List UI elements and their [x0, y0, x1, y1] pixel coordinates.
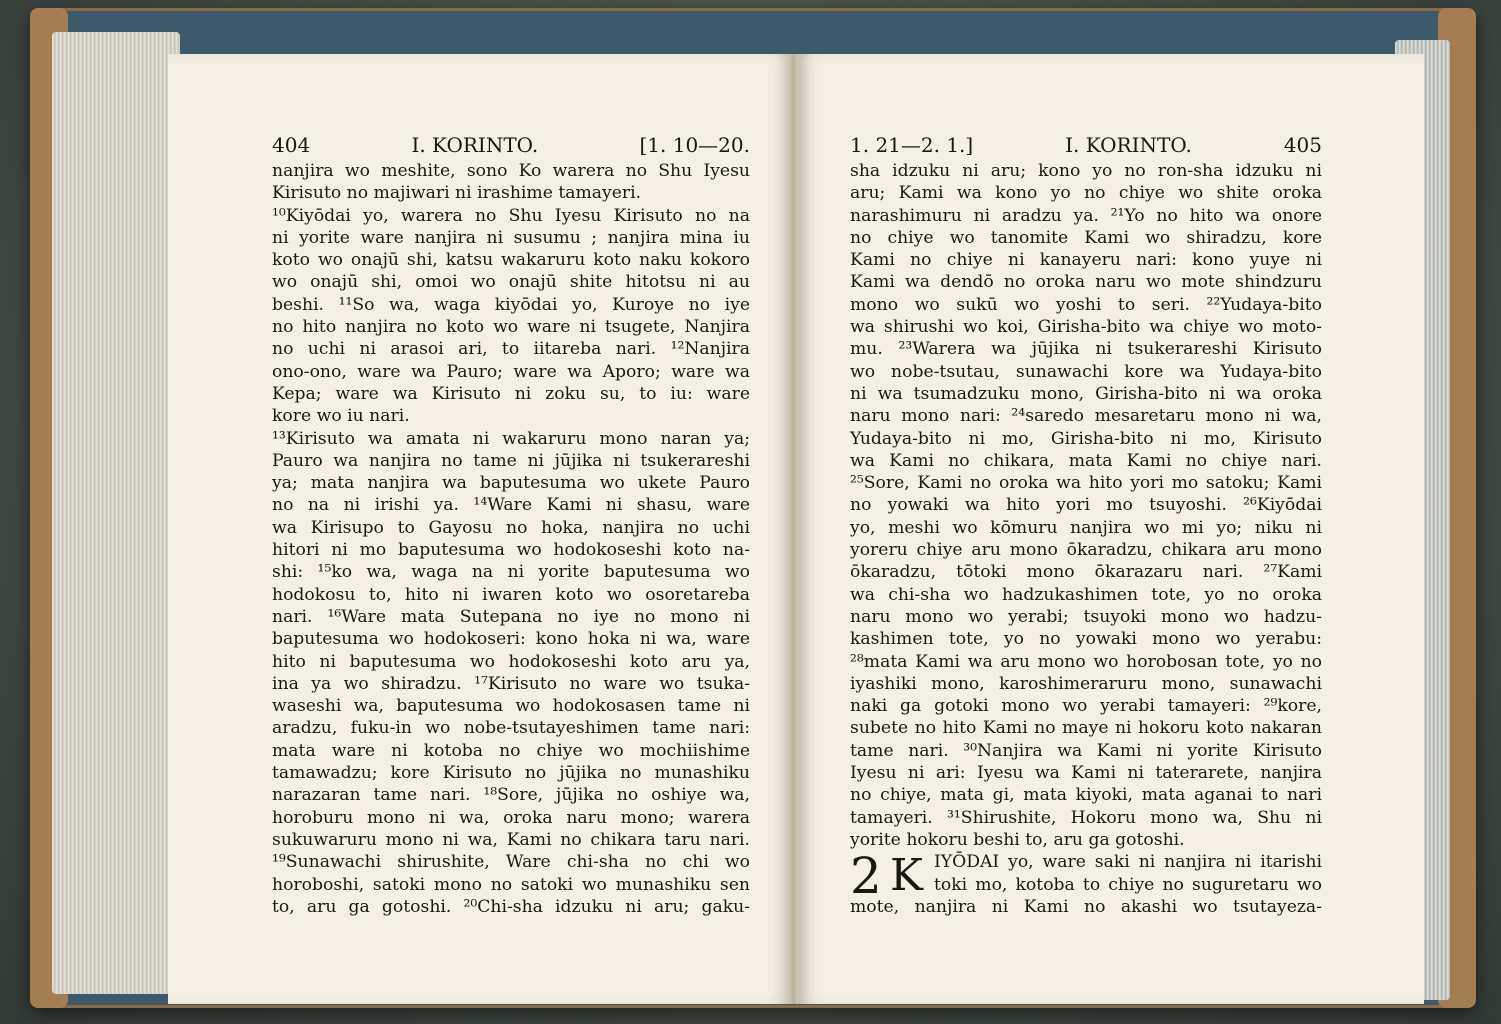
left-chapter-range: [1. 10—20.	[639, 133, 750, 157]
left-line: nanjira wo meshite, sono Ko warera no Shu Iyesu	[272, 161, 750, 181]
left-running-title: I. KORINTO.	[411, 133, 539, 157]
left-line: to, aru ga gotoshi. ²⁰Chi-sha idzuku ni aru; gaku-	[272, 896, 750, 917]
left-line: hitori ni mo baputesuma wo hodokoseshi koto na-	[272, 540, 750, 561]
left-line: hito ni baputesuma wo hodokoseshi koto aru ya,	[272, 651, 750, 672]
right-running-head	[850, 133, 1322, 157]
right-line: ²⁸mata Kami wa aru mono wo horobosan tote, yo no	[850, 651, 1322, 672]
right-line: Yudaya-bito ni mo, Girisha-bito ni mo, Kirisuto	[850, 428, 1322, 449]
right-page-text	[850, 160, 1322, 918]
left-line: ¹³Kirisuto wa amata ni wakaruru mono naran ya;	[272, 428, 750, 449]
right-line: aru; Kami wa kono yo no chiye wo shite oroka	[850, 183, 1322, 204]
right-line: Kami no chiye ni kanayeru nari: kono yuye ni	[850, 250, 1322, 271]
left-line: aradzu, fuku-in wo nobe-tsutayeshimen tame nari:	[272, 718, 750, 739]
left-line: sukuwaruru mono ni wa, Kami no chikara taru nari.	[272, 829, 750, 850]
left-line: hodokosu to, hito ni iwaren koto wo osoretareba	[272, 584, 750, 605]
left-page-text	[272, 160, 750, 918]
left-line: shi: ¹⁵ko wa, waga na ni yorite baputesuma wo	[272, 562, 750, 583]
left-line: kore wo iu nari.	[272, 406, 410, 427]
left-line: beshi. ¹¹So wa, waga kiyōdai yo, Kuroye no iye	[272, 294, 750, 315]
left-line: mata ware ni kotoba no chiye wo mochiishime	[272, 740, 750, 761]
chapter-two-opening	[850, 847, 1322, 918]
right-line: naru mono wo yerabi; tsuyoki mono wo hadzu-	[850, 606, 1322, 627]
left-line: waseshi wa, baputesuma wo hodokosasen tame ni	[272, 696, 750, 717]
right-line: wa shirushi wo koi, Girisha-bito wa chiye wo moto-	[850, 317, 1322, 338]
chapter-two-line-2: toki mo, kotoba to chiye no suguretaru wo	[934, 874, 1322, 895]
left-line: Kirisuto no majiwari ni irashime tamayeri.	[272, 183, 642, 204]
right-line: naki ga gotoki mono wo yerabi tamayeri: ²⁹kore,	[850, 696, 1322, 717]
left-line: no hito nanjira no koto wo ware ni tsugete, Nanjira	[272, 317, 750, 338]
left-line: horoburu mono ni wa, oroka naru mono; warera	[272, 807, 750, 828]
right-line: tame nari. ³⁰Nanjira wa Kami ni yorite Kirisuto	[850, 740, 1322, 761]
dropcap-letter: K	[890, 850, 923, 902]
right-line: Iyesu ni ari: Iyesu wa Kami ni taterarete, nanjira	[850, 763, 1322, 784]
left-line: baputesuma wo hodokoseri: kono hoka ni wa, ware	[272, 629, 750, 650]
left-line: koto wo onajū shi, katsu wakaruru koto naku kokoro	[272, 250, 750, 271]
left-line: wa Kirisupo to Gayosu no hoka, nanjira no uchi	[272, 517, 750, 538]
left-line: horoboshi, satoki mono no satoki wo munashiku sen	[272, 874, 750, 895]
right-line: wa Kami no chikara, mata Kami no chiye nari.	[850, 450, 1322, 471]
right-line: iyashiki mono, karoshimeraruru mono, sunawachi	[850, 673, 1322, 694]
right-line: tamayeri. ³¹Shirushite, Hokoru mono wa, Shu ni	[850, 807, 1322, 828]
left-line: no uchi ni arasoi ari, to iitareba nari. ¹²Nanjira	[272, 339, 750, 360]
right-chapter-range: 1. 21—2. 1.]	[850, 133, 974, 157]
right-line: yorite hokoru beshi to, aru ga gotoshi.	[850, 829, 1185, 850]
right-page-number: 405	[1283, 133, 1322, 157]
left-running-head	[272, 133, 750, 157]
right-line: no chiye, mata gi, mata kiyoki, mata aganai to nari	[850, 785, 1322, 806]
left-line: Pauro wa nanjira no tame ni jūjika ni tsukerareshi	[272, 450, 750, 471]
right-line: wo nobe-tsutau, sunawachi kore wa Yudaya-bito	[850, 361, 1322, 382]
right-line: kashimen tote, yo no yowaki mono wo yerabu:	[850, 629, 1322, 650]
right-line: yo, meshi wo kōmuru nanjira wo mi yo; niku ni	[850, 517, 1322, 538]
right-line: yoreru chiye aru mono ōkaradzu, chikara aru mono	[850, 540, 1322, 561]
page-edges-left	[52, 32, 180, 994]
right-line: mono wo sukū wo yoshi to seri. ²²Yudaya-bito	[850, 294, 1322, 315]
left-line: ya; mata nanjira wa baputesuma wo ukete Pauro	[272, 473, 750, 494]
left-line: tamawadzu; kore Kirisuto no jūjika no munashiku	[272, 763, 750, 784]
right-line: ni wa tsumadzuku mono, Girisha-bito ni wa oroka	[850, 383, 1322, 404]
right-line: ōkaradzu, tōtoki mono ōkarazaru nari. ²⁷Kami	[850, 562, 1322, 583]
right-page-lines	[850, 160, 1322, 851]
left-line: wo onajū shi, omoi wo onajū shite hitotsu ni au	[272, 272, 750, 293]
right-line: no chiye wo tanomite Kami wo shiradzu, kore	[850, 227, 1322, 248]
left-line: ¹⁰Kiyōdai yo, warera no Shu Iyesu Kirisuto no na	[272, 205, 750, 226]
chapter-numeral: 2	[850, 847, 882, 906]
chapter-two-line-1: IYŌDAI yo, ware saki ni nanjira ni itarishi	[934, 852, 1322, 873]
right-line: subete no hito Kami no maye ni hokoru koto nakaran	[850, 718, 1322, 739]
left-line: nari. ¹⁶Ware mata Sutepana no iye no mono ni	[272, 606, 750, 627]
right-line: wa chi-sha wo hadzukashimen tote, yo no oroka	[850, 584, 1322, 605]
right-running-title: I. KORINTO.	[1065, 133, 1192, 157]
right-line: naru mono nari: ²⁴saredo mesaretaru mono ni wa,	[850, 406, 1322, 427]
chapter-two-line-3: mote, nanjira ni Kami no akashi wo tsutayeza-	[850, 896, 1322, 917]
right-line: narashimuru ni aradzu ya. ²¹Yo no hito wa onore	[850, 205, 1322, 226]
left-line: ni yorite ware nanjira ni susumu ; nanjira mina iu	[272, 227, 750, 248]
left-line: ¹⁹Sunawachi shirushite, Ware chi-sha no chi wo	[272, 852, 750, 873]
left-line: no na ni irishi ya. ¹⁴Ware Kami ni shasu, ware	[272, 495, 750, 516]
left-line: ina ya wo shiradzu. ¹⁷Kirisuto no ware wo tsuka-	[272, 673, 750, 694]
right-line: no yowaki wa hito yori mo tsuyoshi. ²⁶Kiyōdai	[850, 495, 1322, 516]
right-line: mu. ²³Warera wa jūjika ni tsukerareshi Kirisuto	[850, 339, 1322, 360]
left-line: ono-ono, ware wa Pauro; ware wa Aporo; ware wa	[272, 361, 750, 382]
book-gutter	[789, 54, 798, 1004]
right-line: ²⁵Sore, Kami no oroka wa hito yori mo satoku; Kami	[850, 473, 1322, 494]
right-line: sha idzuku ni aru; kono yo no ron-sha idzuku ni	[850, 161, 1322, 181]
right-line: Kami wa dendō no oroka naru wo mote shindzuru	[850, 272, 1322, 293]
left-line: Kepa; ware wa Kirisuto ni zoku su, to iu: ware	[272, 383, 750, 404]
left-line: narazaran tame nari. ¹⁸Sore, jūjika no oshiye wa,	[272, 785, 750, 806]
left-page-number: 404	[272, 133, 311, 157]
